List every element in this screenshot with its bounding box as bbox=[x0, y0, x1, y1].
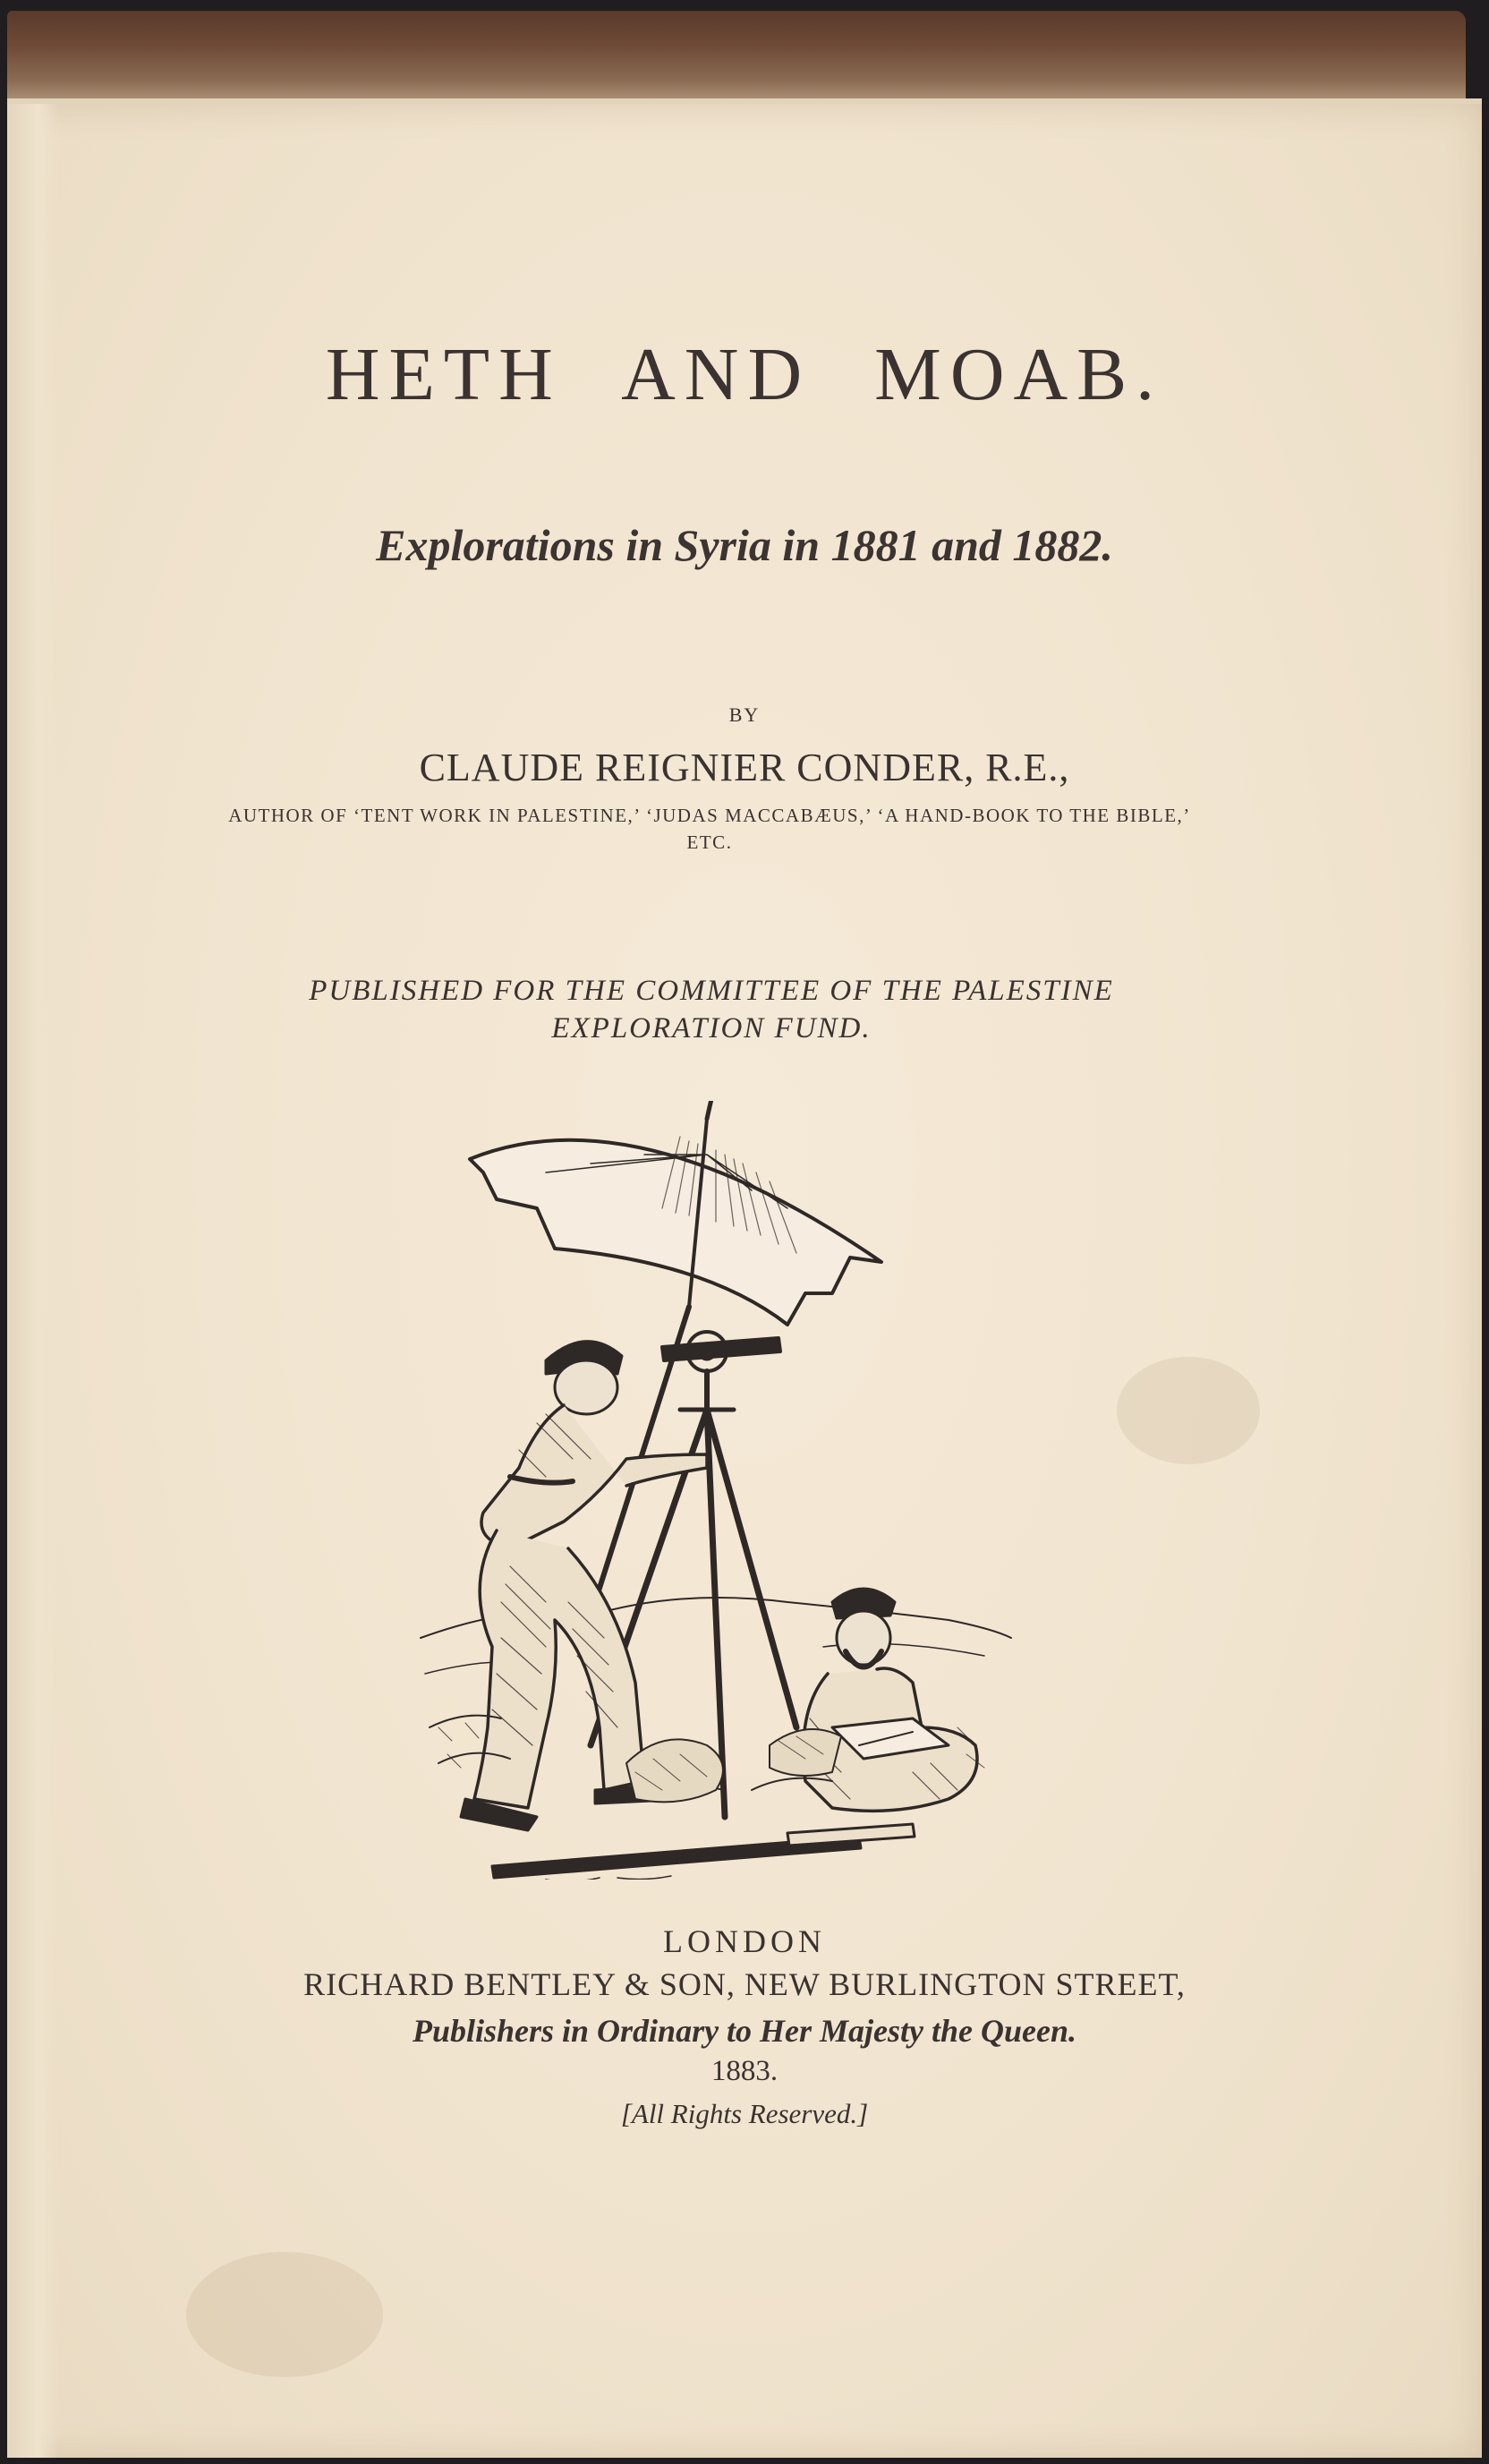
umbrella-canopy bbox=[470, 1140, 881, 1325]
by-label: BY bbox=[728, 703, 761, 726]
imprint-place: LONDON bbox=[663, 1923, 826, 1959]
book-title: HETH AND MOAB. bbox=[325, 333, 1164, 416]
published-for-statement: PUBLISHED FOR THE COMMITTEE OF THE PALESTINE EXPLORATION FUND. bbox=[309, 975, 1114, 1044]
author-credits: AUTHOR OF ‘TENT WORK IN PALESTINE,’ ‘JUDAS MACCABÆUS,’ ‘A HAND-BOOK TO THE BIBLE,’ ETC. bbox=[228, 805, 1191, 853]
surveyors-engraving-illustration bbox=[412, 1101, 1020, 1880]
paper-stain bbox=[186, 2252, 383, 2377]
imprint-publisher: RICHARD BENTLEY & SON, NEW BURLINGTON STREET, bbox=[303, 1966, 1186, 2002]
imprint-rights-notice: [All Rights Reserved.] bbox=[620, 2098, 869, 2129]
imprint-royal-appointment: Publishers in Ordinary to Her Majesty the Queen. bbox=[412, 2013, 1077, 2049]
seated-man-reading-figure bbox=[804, 1589, 977, 1811]
book-binding-top-edge bbox=[7, 11, 1466, 109]
author-name: CLAUDE REIGNIER CONDER, R.E., bbox=[419, 746, 1070, 789]
book-subtitle: Explorations in Syria in 1881 and 1882. bbox=[376, 520, 1113, 570]
paper-stain bbox=[1117, 1357, 1260, 1464]
imprint-year: 1883. bbox=[710, 2055, 779, 2087]
telescope-on-ground bbox=[492, 1824, 915, 1880]
